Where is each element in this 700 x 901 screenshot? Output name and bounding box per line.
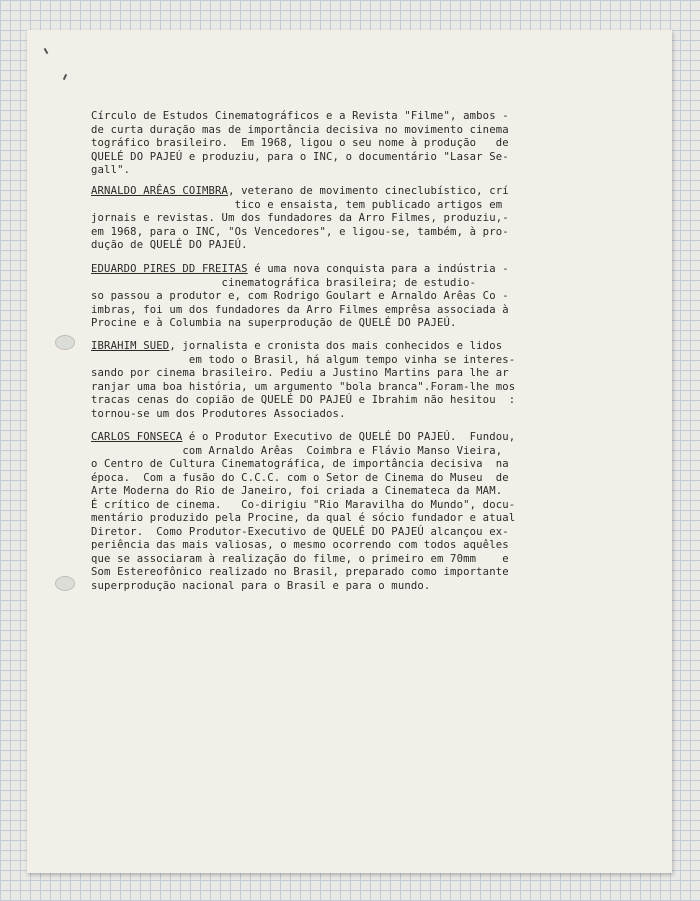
text-line: ranjar uma boa história, um argumento "bola branca".Foram-lhe mos	[91, 380, 516, 393]
text-line: É crítico de cinema. Co-dirigiu "Rio Maravilha do Mundo", docu-	[91, 498, 516, 511]
text-line: que se associaram à realização do filme, o primeiro em 70mm e	[91, 552, 509, 565]
paragraph-carlos	[91, 431, 621, 593]
text-line	[91, 185, 621, 199]
text-line: época. Com a fusão do C.C.C. com o Setor de Cinema do Museu de	[91, 471, 509, 484]
text-line: o Centro de Cultura Cinematográfica, de importância decisiva na	[91, 458, 509, 470]
text-line: mentário produzido pela Procine, da qual é sócio fundador e atual	[91, 512, 516, 524]
text-line: Círculo de Estudos Cinematográficos e a Revista "Filme", ambos -	[91, 110, 509, 122]
text-line: em 1968, para o INC, "Os Vencedores", e ligou-se, também, à pro-	[91, 225, 509, 238]
text-line: Diretor. Como Produtor-Executivo de QUELÉ DO PAJEÚ alcançou ex-	[91, 525, 509, 538]
text-line	[91, 263, 621, 277]
text-line: imbras, foi um dos fundadores da Arro Filmes emprêsa associada à	[91, 303, 509, 316]
text-line: cinematográfica brasileira; de estudio-	[91, 276, 477, 289]
paper-mark	[44, 48, 49, 54]
text-line: Arte Moderna do Rio de Janeiro, foi criada a Cinemateca da MAM.	[91, 485, 503, 497]
text-line: dução de QUELÉ DO PAJEÚ.	[91, 239, 248, 251]
text-line: so passou a produtor e, com Rodrigo Goulart e Arnaldo Arêas Co -	[91, 290, 509, 302]
text-line: com Arnaldo Arêas Coimbra e Flávio Manso Vieira,	[91, 444, 503, 457]
text-line: de curta duração mas de importância decisiva no movimento cinema	[91, 123, 509, 136]
text-line: tográfico brasileiro. Em 1968, ligou o seu nome à produção de	[91, 137, 509, 149]
text-line: jornais e revistas. Um dos fundadores da Arro Filmes, produziu,-	[91, 212, 509, 224]
paragraph-arnaldo	[91, 185, 621, 253]
paragraph-cec	[91, 110, 621, 178]
paragraph-eduardo	[91, 263, 621, 331]
text-fragment: , jornalista e cronista dos mais conhecidos e lidos	[169, 340, 503, 352]
text-fragment: é o Produtor Executivo de QUELÉ DO PAJEÚ. Fundou,	[182, 431, 516, 443]
person-name: ARNALDO ARÊAS COIMBRA	[91, 185, 229, 197]
text-line: tracas cenas do copião de QUELÉ DO PAJEÚ e Ibrahim não hesitou :	[91, 394, 516, 406]
binder-hole-top	[55, 335, 75, 350]
text-line: superprodução nacional para o Brasil e para o mundo.	[91, 579, 431, 592]
text-line: tico e ensaista, tem publicado artigos em	[91, 198, 503, 211]
person-name: CARLOS FONSECA	[91, 431, 183, 443]
person-name: IBRAHIM SUED	[91, 340, 170, 352]
text-line: QUELÉ DO PAJEÚ e produziu, para o INC, o documentário "Lasar Se-	[91, 150, 509, 163]
text-line: sando por cinema brasileiro. Pediu a Justino Martins para lhe ar	[91, 367, 509, 379]
paragraph-ibrahim	[91, 340, 621, 421]
text-line: Procine e à Columbia na superprodução de QUELÉ DO PAJEÚ.	[91, 317, 457, 329]
text-line	[91, 340, 621, 354]
text-line	[91, 431, 621, 445]
text-fragment: , veterano de movimento cineclubístico, crí	[228, 185, 509, 197]
text-fragment: é uma nova conquista para a indústria -	[247, 263, 509, 275]
paper-mark	[63, 74, 67, 80]
text-line: Som Estereofônico realizado no Brasil, preparado como importante	[91, 566, 509, 578]
binder-hole-bottom	[55, 576, 75, 591]
person-name: EDUARDO PIRES DD FREITAS	[91, 263, 248, 275]
text-line: periência das mais valiosas, o mesmo ocorrendo com todos aquêles	[91, 539, 509, 551]
text-line: em todo o Brasil, há algum tempo vinha se interes-	[91, 353, 516, 366]
text-line: tornou-se um dos Produtores Associados.	[91, 407, 346, 420]
text-line: gall".	[91, 164, 131, 176]
